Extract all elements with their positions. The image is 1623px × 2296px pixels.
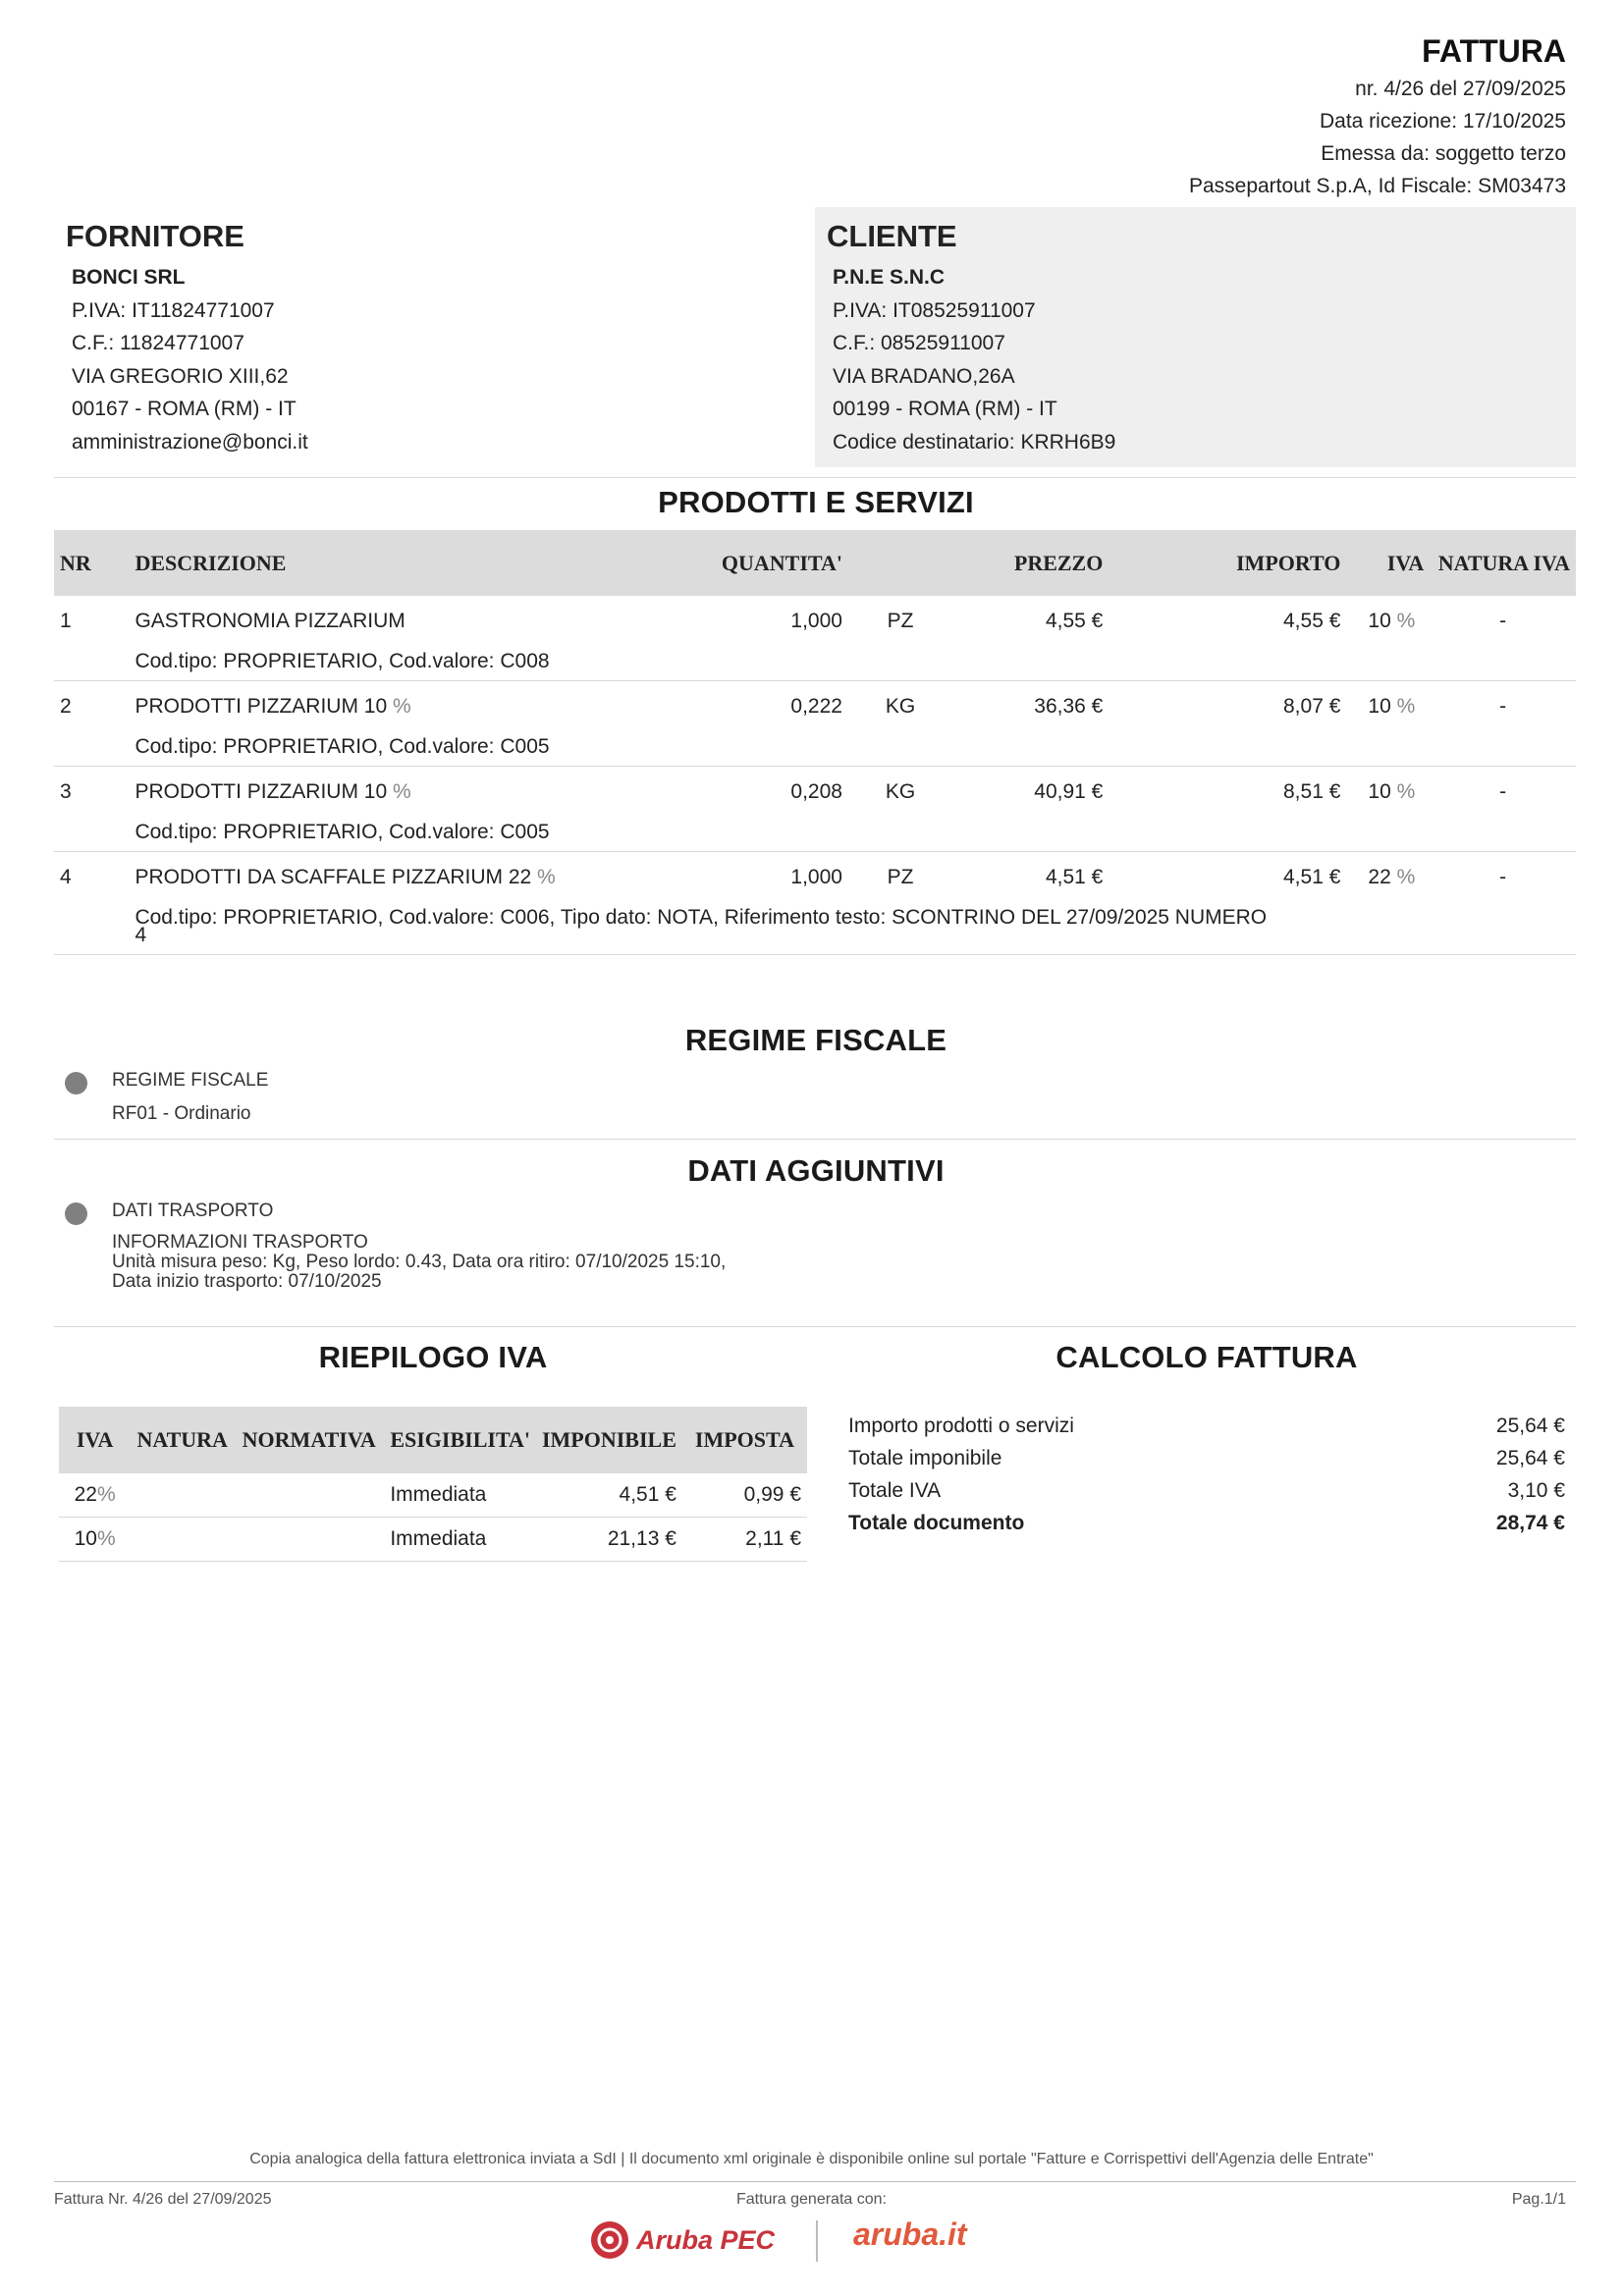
table-row xyxy=(54,596,1576,645)
row-desc-text: PRODOTTI PIZZARIUM 10 xyxy=(135,780,388,803)
row-iva xyxy=(1346,681,1430,731)
row-iva-pct: % xyxy=(1396,866,1416,888)
col-normativa: NORMATIVA xyxy=(234,1407,384,1473)
row-natura: - xyxy=(1499,610,1507,632)
row-iva xyxy=(1346,767,1430,817)
calc-title: CALCOLO FATTURA xyxy=(1055,1340,1358,1374)
footer-divider xyxy=(54,2181,1576,2182)
transport-label: DATI TRASPORTO xyxy=(112,1201,274,1221)
regime-title: REGIME FISCALE xyxy=(684,1023,947,1057)
row-nr: 3 xyxy=(60,780,72,803)
invoice-number: nr. 4/26 del 27/09/2025 xyxy=(1355,78,1566,100)
vat-summary-title: RIEPILOGO IVA xyxy=(318,1340,548,1374)
row-iva-value: 10 xyxy=(1368,695,1391,718)
supplier-cf: C.F.: 11824771007 xyxy=(72,332,244,354)
row-desc-text: GASTRONOMIA PIZZARIUM xyxy=(135,610,406,632)
client-recipient-code: Codice destinatario: KRRH6B9 xyxy=(833,431,1116,454)
row-iva-value: 10 xyxy=(1368,610,1391,632)
supplier-box xyxy=(54,207,810,467)
supplier-title: FORNITORE xyxy=(66,219,244,253)
aruba-it-logo: aruba.it xyxy=(853,2216,967,2252)
row-desc-text: PRODOTTI PIZZARIUM 10 xyxy=(135,695,388,718)
col-descrizione: DESCRIZIONE xyxy=(129,530,681,596)
intermediary: Passepartout S.p.A, Id Fiscale: SM03473 xyxy=(1188,175,1566,197)
calc-value: 25,64 € xyxy=(1495,1447,1565,1469)
vat-rate-value: 10 xyxy=(74,1527,97,1550)
row-detail-line: 4 xyxy=(135,924,147,946)
vat-rate xyxy=(59,1518,131,1562)
col-unit xyxy=(848,530,952,596)
row-detail-text: Cod.tipo: PROPRIETARIO, Cod.valore: C008 xyxy=(129,645,1430,681)
row-amount: 4,51 € xyxy=(1283,866,1341,888)
vat-summary-table xyxy=(59,1407,807,1562)
table-row xyxy=(54,852,1576,902)
table-header-row xyxy=(54,530,1576,596)
vat-esigibilita: Immediata xyxy=(384,1518,536,1562)
table-row-detail xyxy=(54,730,1576,767)
supplier-piva: P.IVA: IT11824771007 xyxy=(72,299,275,322)
calc-value: 3,10 € xyxy=(1507,1479,1565,1502)
client-piva: P.IVA: IT08525911007 xyxy=(833,299,1036,322)
vat-rate-pct: % xyxy=(96,1527,116,1550)
products-title: PRODOTTI E SERVIZI xyxy=(658,485,974,519)
divider xyxy=(54,1326,1576,1327)
col-natura-iva: NATURA IVA xyxy=(1430,530,1576,596)
row-desc xyxy=(129,767,681,817)
client-address: VIA BRADANO,26A xyxy=(833,365,1015,388)
row-desc-pct: % xyxy=(537,866,556,888)
bullet-icon xyxy=(65,1202,87,1225)
calc-total-label: Totale documento xyxy=(848,1512,1025,1534)
row-qty: 1,000 xyxy=(790,610,842,632)
received-date: Data ricezione: 17/10/2025 xyxy=(1319,110,1566,133)
row-iva-value: 10 xyxy=(1368,780,1391,803)
vat-rate-pct: % xyxy=(96,1483,116,1506)
invoice-header xyxy=(1189,29,1566,202)
row-iva-pct: % xyxy=(1396,780,1416,803)
row-nr: 2 xyxy=(60,695,72,718)
transport-info-line: Data inizio trasporto: 07/10/2025 xyxy=(112,1271,382,1292)
vat-normativa xyxy=(234,1473,384,1518)
aruba-pec-wordmark: Aruba PEC xyxy=(636,2224,776,2255)
footer-note: Copia analogica della fattura elettronica inviata a SdI | Il documento xml originale è disponibile online sul portale "Fatture e Corrispettivi dell'Agenzia delle Entrate" xyxy=(249,2151,1374,2167)
aruba-pec-logo xyxy=(589,2220,775,2260)
calc-total-value: 28,74 € xyxy=(1495,1512,1565,1534)
extra-title: DATI AGGIUNTIVI xyxy=(687,1153,945,1188)
row-unit: KG xyxy=(885,780,916,803)
client-cf: C.F.: 08525911007 xyxy=(833,332,1005,354)
calc-label: Importo prodotti o servizi xyxy=(848,1415,1074,1437)
supplier-city: 00167 - ROMA (RM) - IT xyxy=(72,398,297,420)
row-price: 36,36 € xyxy=(1034,695,1104,718)
issued-by: Emessa da: soggetto terzo xyxy=(1321,142,1566,165)
col-natura: NATURA xyxy=(131,1407,234,1473)
divider xyxy=(54,477,1576,478)
divider xyxy=(54,1139,1576,1140)
logo-separator xyxy=(816,2220,818,2262)
row-desc-text: PRODOTTI DA SCAFFALE PIZZARIUM 22 xyxy=(135,866,532,888)
row-price: 4,51 € xyxy=(1045,866,1104,888)
supplier-name: BONCI SRL xyxy=(72,266,186,289)
supplier-address: VIA GREGORIO XIII,62 xyxy=(72,365,289,388)
vat-natura xyxy=(131,1518,234,1562)
row-desc xyxy=(129,681,681,731)
row-nr: 4 xyxy=(60,866,72,888)
footer-invoice-ref: Fattura Nr. 4/26 del 27/09/2025 xyxy=(54,2191,272,2208)
vat-imponibile: 4,51 € xyxy=(536,1473,682,1518)
row-desc-pct: % xyxy=(392,695,411,718)
col-imponibile: IMPONIBILE xyxy=(536,1407,682,1473)
bullet-icon xyxy=(65,1072,87,1095)
row-detail-text: Cod.tipo: PROPRIETARIO, Cod.valore: C005 xyxy=(129,730,1430,767)
calc-label: Totale imponibile xyxy=(848,1447,1002,1469)
row-unit: KG xyxy=(885,695,916,718)
row-iva-value: 22 xyxy=(1368,866,1391,888)
vat-normativa xyxy=(234,1518,384,1562)
vat-rate-value: 22 xyxy=(74,1483,97,1506)
row-amount: 4,55 € xyxy=(1283,610,1341,632)
row-price: 40,91 € xyxy=(1034,780,1104,803)
supplier-email: amministrazione@bonci.it xyxy=(72,431,308,454)
col-importo: IMPORTO xyxy=(1109,530,1346,596)
row-natura: - xyxy=(1499,780,1507,803)
row-desc xyxy=(129,852,681,902)
document-title: FATTURA xyxy=(1422,33,1566,69)
table-row xyxy=(59,1518,807,1562)
calc-label: Totale IVA xyxy=(848,1479,942,1502)
row-amount: 8,51 € xyxy=(1283,780,1341,803)
row-desc xyxy=(129,596,681,645)
row-unit: PZ xyxy=(887,610,914,632)
row-nr: 1 xyxy=(60,610,72,632)
table-row xyxy=(54,767,1576,817)
row-unit: PZ xyxy=(887,866,914,888)
transport-info-title: INFORMAZIONI TRASPORTO xyxy=(112,1232,368,1253)
transport-info-line: Unità misura peso: Kg, Peso lordo: 0.43, Data ora ritiro: 07/10/2025 15:10, xyxy=(112,1252,727,1272)
row-detail-line: Cod.tipo: PROPRIETARIO, Cod.valore: C006, Tipo dato: NOTA, Riferimento testo: SCONTRINO DEL 27/09/2025 NUMERO xyxy=(135,906,1268,929)
col-quantita: QUANTITA' xyxy=(681,530,848,596)
row-amount: 8,07 € xyxy=(1283,695,1341,718)
table-row-detail xyxy=(54,901,1576,955)
vat-esigibilita: Immediata xyxy=(384,1473,536,1518)
col-prezzo: PREZZO xyxy=(952,530,1109,596)
vat-rate xyxy=(59,1473,131,1518)
row-natura: - xyxy=(1499,866,1507,888)
footer-page: Pag.1/1 xyxy=(1511,2191,1566,2208)
row-iva xyxy=(1346,596,1430,645)
row-price: 4,55 € xyxy=(1045,610,1104,632)
col-nr: NR xyxy=(54,530,129,596)
regime-label: REGIME FISCALE xyxy=(112,1070,269,1091)
row-natura: - xyxy=(1499,695,1507,718)
row-qty: 1,000 xyxy=(790,866,842,888)
col-imposta: IMPOSTA xyxy=(682,1407,807,1473)
client-name: P.N.E S.N.C xyxy=(833,266,945,289)
table-row xyxy=(54,681,1576,731)
calc-value: 25,64 € xyxy=(1495,1415,1565,1437)
client-city: 00199 - ROMA (RM) - IT xyxy=(833,398,1057,420)
regime-value: RF01 - Ordinario xyxy=(112,1103,251,1124)
row-qty: 0,222 xyxy=(790,695,842,718)
row-iva xyxy=(1346,852,1430,902)
vat-imposta: 2,11 € xyxy=(682,1518,807,1562)
row-iva-pct: % xyxy=(1396,610,1416,632)
row-detail-text: Cod.tipo: PROPRIETARIO, Cod.valore: C005 xyxy=(129,816,1430,852)
table-row-detail xyxy=(54,645,1576,681)
row-desc-pct: % xyxy=(392,780,411,803)
row-qty: 0,208 xyxy=(790,780,842,803)
col-iva: IVA xyxy=(1346,530,1430,596)
aruba-pec-icon xyxy=(589,2219,630,2261)
row-iva-pct: % xyxy=(1396,695,1416,718)
footer-generated-with: Fattura generata con: xyxy=(736,2191,887,2208)
col-esigibilita: ESIGIBILITA' xyxy=(384,1407,536,1473)
table-header-row xyxy=(59,1407,807,1473)
vat-imposta: 0,99 € xyxy=(682,1473,807,1518)
row-detail-text xyxy=(129,901,1430,955)
products-table xyxy=(54,530,1576,955)
col-iva: IVA xyxy=(59,1407,131,1473)
client-box xyxy=(815,207,1576,467)
table-row xyxy=(59,1473,807,1518)
vat-natura xyxy=(131,1473,234,1518)
table-row-detail xyxy=(54,816,1576,852)
client-title: CLIENTE xyxy=(827,219,957,253)
vat-imponibile: 21,13 € xyxy=(536,1518,682,1562)
